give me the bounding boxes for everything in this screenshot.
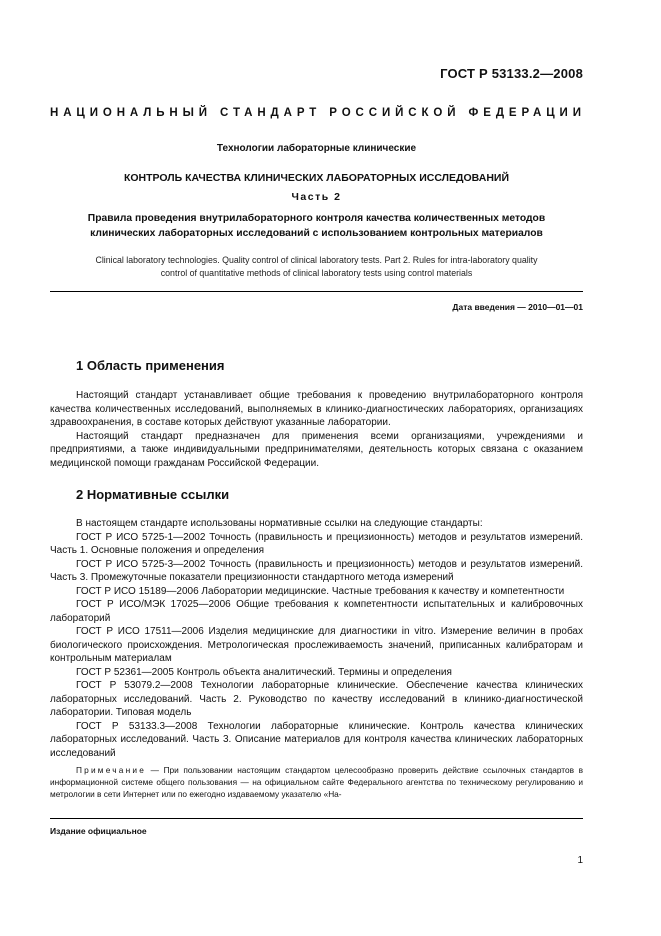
paragraph: В настоящем стандарте использованы нормативные ссылки на следующие стандарты: [76,518,483,529]
section-2-heading: 2 Нормативные ссылки [76,487,230,502]
paragraph: Настоящий стандарт устанавливает общие требования к проведению внутрилабораторного контроля качества количественных исследований, выполняемых в клинико-диагностических лабораториях, организациях здравоохранения, в составе которых действуют указанные лаборатории. [50,390,583,428]
document-part: Часть 2 [291,191,342,203]
introduction-date: Дата введения — 2010—01—01 [452,302,583,312]
document-number: ГОСТ Р 53133.2—2008 [440,66,583,81]
reference-item: ГОСТ Р ИСО 15189—2006 Лаборатории медицинские. Частные требования к качеству и компетентности [76,585,565,597]
reference-item: ГОСТ Р 53079.2—2008 Технологии лабораторные клинические. Обеспечение качества клинических лабораторных исследований. Часть 2. Руководство по качеству исследований в клинико-диагностической лаборатории. Типовая модель [50,680,583,718]
note-label: Примечание [76,765,147,775]
section-1-heading: 1 Область применения [76,358,225,373]
document-subtitle: Технологии лабораторные клинические [216,143,417,154]
section-1-body [50,389,583,470]
edition-label: Издание официальное [50,826,147,836]
reference-item: ГОСТ Р ИСО 5725-3—2002 Точность (правильность и прецизионность) методов и результатов измерений. Часть 3. Промежуточные показатели прецизионности стандартного метода измерений [50,558,583,583]
russian-title [50,211,583,241]
footnote [50,764,583,801]
page-number: 1 [577,855,583,866]
paragraph: Настоящий стандарт предназначен для применения всеми организациями, учреждениями и предприятиями, а также индивидуальными предпринимателями, деятельность которых связана с оказанием медицинской помощи гражданам Российской Федерации. [50,430,583,469]
footer-divider [50,818,583,819]
reference-item: ГОСТ Р ИСО/МЭК 17025—2006 Общие требования к компетентности испытательных и калибровочных лабораторий [50,599,583,624]
note-text: — При пользовании настоящим стандартом целесообразно проверить действие ссылочных стандартов в информационной системе общего пользования — на официальном сайте Федерального агентства по техническому регулированию и метрологии в сети Интернет или по ежегодно издаваемому указателю «На- [50,765,583,800]
title-divider [50,291,583,292]
english-title [50,254,583,280]
document-main-title: КОНТРОЛЬ КАЧЕСТВА КЛИНИЧЕСКИХ ЛАБОРАТОРНЫХ ИССЛЕДОВАНИЙ [123,172,510,184]
reference-item: ГОСТ Р ИСО 5725-1—2002 Точность (правильность и прецизионность) методов и результатов измерений. Часть 1. Основные положения и определения [50,531,583,556]
national-standard-banner: НАЦИОНАЛЬНЫЙ СТАНДАРТ РОССИЙСКОЙ ФЕДЕРАЦИИ [50,107,586,119]
russian-title-line-1: Правила проведения внутрилабораторного контроля качества количественных методов [87,213,546,224]
reference-item: ГОСТ Р 53133.3—2008 Технологии лабораторные клинические. Контроль качества клинических лабораторных исследований. Часть 3. Описание материалов для контроля качества клинических лабораторных исследований [50,720,583,759]
reference-item: ГОСТ Р 52361—2005 Контроль объекта аналитический. Термины и определения [76,666,452,678]
english-title-line-2: control of quantitative methods of clinical laboratory tests using control materials [160,268,473,278]
reference-item: ГОСТ Р ИСО 17511—2006 Изделия медицинские для диагностики in vitro. Измерение величин в пробах биологического происхождения. Метрологическая прослеживаемость значений, приписанных калибраторам и контрольным материалам [50,626,583,664]
english-title-line-1: Clinical laboratory technologies. Quality control of clinical laboratory tests. Part 2. Rules for intra-laboratory quality [95,255,538,265]
section-2-body [50,517,583,760]
russian-title-line-2: клинических лабораторных исследований с использованием контрольных материалов [90,228,543,239]
